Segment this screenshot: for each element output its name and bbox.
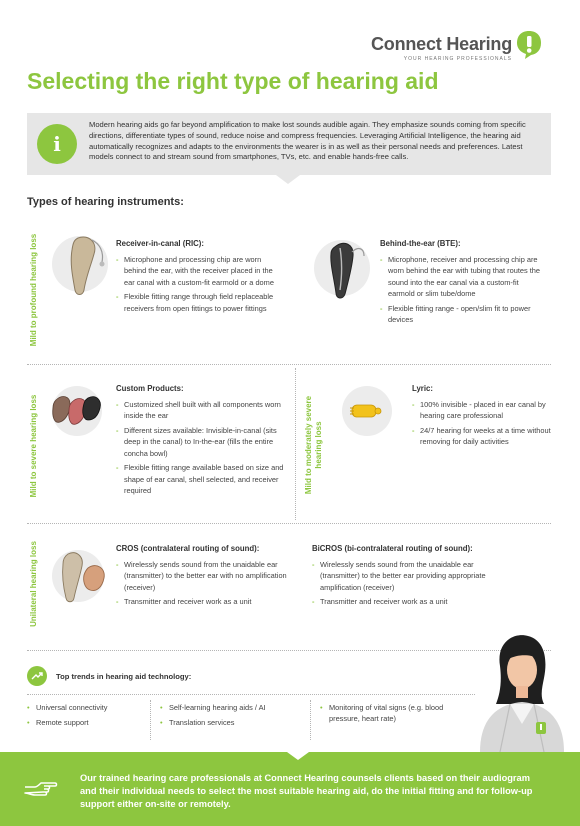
list-item: - Microphone, receiver and processing chip are worn behind the ear with tubing that routes the sound into the ear canal via a custom-fit earmold or slim tube/dome bbox=[380, 254, 545, 300]
trends-column-1 bbox=[27, 703, 147, 732]
list-item: - Transmitter and receiver work as a unit bbox=[116, 596, 291, 607]
divider bbox=[27, 694, 475, 695]
info-icon: i bbox=[37, 124, 77, 164]
custom-title: Custom Products: bbox=[116, 384, 184, 393]
trends-title: Top trends in hearing aid technology: bbox=[56, 672, 192, 681]
cros-hearing-aid-icon bbox=[54, 548, 110, 606]
list-item: • Remote support bbox=[27, 718, 147, 729]
band-label-mild-to-severe: Mild to severe hearing loss bbox=[29, 394, 38, 498]
brand-tagline: YOUR HEARING PROFESSIONALS bbox=[403, 56, 512, 62]
trend-up-icon bbox=[27, 666, 47, 686]
bicros-title: BiCROS (bi-contralateral routing of sound): bbox=[312, 544, 473, 553]
band-label-line: hearing loss bbox=[314, 421, 323, 469]
bicros-bullets bbox=[312, 559, 492, 611]
divider bbox=[150, 700, 151, 740]
cros-bullets bbox=[116, 559, 291, 611]
bte-title: Behind-the-ear (BTE): bbox=[380, 239, 461, 248]
pointing-hand-icon bbox=[22, 775, 58, 803]
page-title: Selecting the right type of hearing aid bbox=[27, 68, 439, 94]
bte-hearing-aid-icon bbox=[318, 236, 370, 304]
lyric-bullets bbox=[412, 399, 554, 451]
list-item: - Transmitter and receiver work as a unit bbox=[312, 596, 492, 607]
list-item: - Wirelessly sends sound from the unaidable ear (transmitter) to the better ear providing appropriate amplification (receiver) bbox=[312, 559, 492, 593]
list-item: • Self-learning hearing aids / AI bbox=[160, 703, 305, 714]
lyric-title: Lyric: bbox=[412, 384, 433, 393]
divider bbox=[295, 368, 296, 520]
intro-text: Modern hearing aids go far beyond amplification to make lost sounds audible again. They emphasize sounds coming from specific directions, differentiate types of sound, reduce noise and compress frequencies. Leveraging Artificial Intelligence, the hearing aid automatically recognizes and adapts to the environments the wearer is in as well as their personal needs and preferences. Latest models connect to and stream sound from smartphones, TVs, etc. and enable hands-free calls. bbox=[89, 120, 526, 162]
band-label-unilateral: Unilateral hearing loss bbox=[29, 541, 38, 627]
hearing-professional-illustration bbox=[470, 626, 570, 752]
footer-notch bbox=[287, 752, 309, 760]
band-label-line: Mild to moderately severe bbox=[304, 395, 313, 495]
brand-logo bbox=[348, 28, 548, 68]
list-item: - Flexible fitting range through field replaceable receivers from open fittings to power fittings bbox=[116, 291, 281, 314]
band-label-mild-to-moderately-severe bbox=[304, 385, 324, 505]
footer-text: Our trained hearing care professionals at Connect Hearing counsels clients based on their audiogram and their individual needs to select the most suitable hearing aid, do the initial fitting and for follow-up support either on-site or remotely. bbox=[80, 773, 533, 810]
ric-bullets bbox=[116, 254, 281, 317]
ric-title: Receiver-in-canal (RIC): bbox=[116, 239, 204, 248]
bte-bullets bbox=[380, 254, 545, 329]
cros-title: CROS (contralateral routing of sound): bbox=[116, 544, 260, 553]
divider bbox=[310, 700, 311, 740]
intro-pointer bbox=[276, 175, 300, 184]
exclamation-bubble-icon bbox=[516, 30, 542, 60]
list-item: - Flexible fitting range available based on size and shape of ear canal, shell selected, and receiver required bbox=[116, 462, 286, 496]
lyric-hearing-aid-icon bbox=[348, 400, 386, 422]
custom-hearing-aid-icon bbox=[48, 390, 104, 434]
list-item: - Different sizes available: Invisible-in-canal (sits deep in the canal) to In-the-ear (fills the entire concha bowl) bbox=[116, 425, 286, 459]
brand-name: Connect Hearing bbox=[370, 34, 512, 54]
list-item: - 24/7 hearing for weeks at a time without removing for daily activities bbox=[412, 425, 554, 448]
list-item: • Translation services bbox=[160, 718, 305, 729]
list-item: - 100% invisible - placed in ear canal by hearing care professional bbox=[412, 399, 554, 422]
intro-box bbox=[27, 113, 551, 175]
divider bbox=[27, 364, 551, 365]
types-heading: Types of hearing instruments: bbox=[27, 196, 184, 208]
band-label-mild-to-profound: Mild to profound hearing loss bbox=[29, 233, 38, 347]
list-item: - Microphone and processing chip are worn behind the ear, with the receiver placed in the ear canal with a custom-fit earmold or a dome bbox=[116, 254, 281, 288]
trends-column-2 bbox=[160, 703, 305, 732]
list-item: - Flexible fitting range - open/slim fit to power devices bbox=[380, 303, 545, 326]
list-item: • Universal connectivity bbox=[27, 703, 147, 714]
list-item: • Monitoring of vital signs (e.g. blood pressure, heart rate) bbox=[320, 703, 465, 724]
list-item: - Wirelessly sends sound from the unaidable ear (transmitter) to the better ear with no amplification (receiver) bbox=[116, 559, 291, 593]
list-item: - Customized shell built with all components worn inside the ear bbox=[116, 399, 286, 422]
trends-column-3 bbox=[320, 703, 465, 728]
divider bbox=[27, 523, 551, 524]
custom-bullets bbox=[116, 399, 286, 500]
ric-hearing-aid-icon bbox=[56, 232, 108, 300]
